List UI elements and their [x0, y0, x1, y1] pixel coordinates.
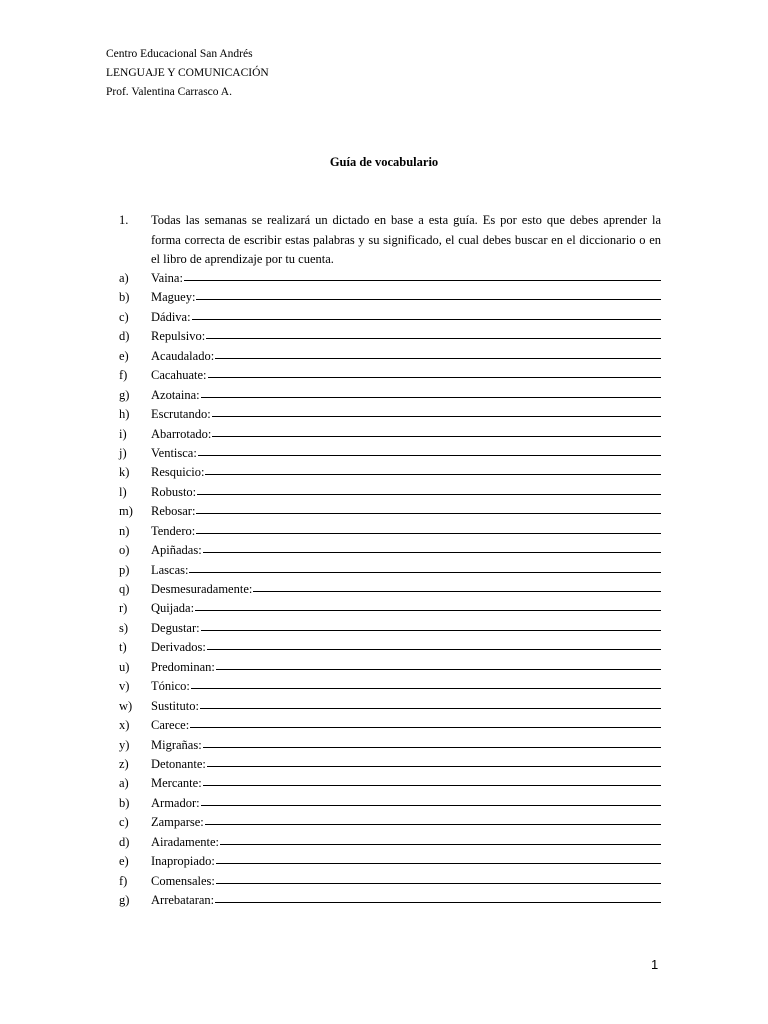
list-item	[119, 755, 661, 774]
list-item	[119, 697, 661, 716]
list-item	[119, 405, 661, 424]
answer-line[interactable]	[196, 533, 661, 534]
answer-line[interactable]	[189, 572, 661, 573]
item-word: Airadamente:	[151, 834, 220, 849]
list-item	[119, 425, 661, 444]
item-word: Comensales:	[151, 873, 215, 888]
list-item	[119, 813, 661, 832]
list-item	[119, 522, 661, 541]
item-letter: x)	[119, 718, 130, 733]
item-letter: t)	[119, 640, 127, 655]
item-letter: j)	[119, 445, 127, 460]
item-word: Ventisca:	[151, 445, 197, 460]
item-letter: u)	[119, 659, 130, 674]
list-item	[119, 386, 661, 405]
list-item	[119, 580, 661, 599]
item-word: Lascas:	[151, 562, 189, 577]
item-letter: g)	[119, 893, 130, 907]
answer-line[interactable]	[201, 397, 661, 398]
item-letter: n)	[119, 523, 130, 538]
list-item	[119, 463, 661, 482]
list-item	[119, 619, 661, 638]
item-word: Migrañas:	[151, 737, 202, 752]
answer-line[interactable]	[191, 688, 661, 689]
item-word: Cacahuate:	[151, 368, 207, 383]
item-word: Escrutando:	[151, 407, 211, 422]
item-word: Repulsivo:	[151, 329, 206, 344]
item-word: Detonante:	[151, 756, 206, 771]
answer-line[interactable]	[216, 863, 661, 864]
item-word: Carece:	[151, 718, 190, 733]
item-letter: a)	[119, 271, 129, 285]
answer-line[interactable]	[203, 785, 661, 786]
item-letter: a)	[119, 776, 129, 791]
answer-line[interactable]	[215, 358, 661, 359]
subject-name: LENGUAJE Y COMUNICACIÓN	[106, 67, 269, 79]
answer-line[interactable]	[196, 299, 661, 300]
item-word: Dádiva:	[151, 309, 191, 324]
item-word: Tónico:	[151, 679, 190, 694]
list-item	[119, 852, 661, 871]
item-letter: q)	[119, 582, 130, 596]
answer-line[interactable]	[201, 630, 661, 631]
school-name: Centro Educacional San Andrés	[106, 48, 253, 60]
answer-line[interactable]	[216, 669, 661, 670]
item-letter: o)	[119, 543, 130, 558]
list-item	[119, 891, 661, 910]
answer-line[interactable]	[195, 610, 661, 611]
item-word: Degustar:	[151, 620, 200, 635]
list-item	[119, 774, 661, 793]
answer-line[interactable]	[212, 436, 661, 437]
item-word: Zamparse:	[151, 815, 204, 830]
item-letter: z)	[119, 756, 129, 771]
item-letter: b)	[119, 290, 130, 305]
page-title: Guía de vocabulario	[329, 155, 439, 169]
list-item	[119, 308, 661, 327]
answer-line[interactable]	[205, 824, 661, 825]
list-item	[119, 561, 661, 580]
item-letter: k)	[119, 465, 130, 480]
list-item	[119, 327, 661, 346]
item-word: Quijada:	[151, 601, 195, 616]
list-item	[119, 833, 661, 852]
item-letter: v)	[119, 679, 130, 694]
item-word: Acaudalado:	[151, 348, 215, 363]
answer-line[interactable]	[200, 708, 661, 709]
list-item	[119, 638, 661, 657]
item-word: Derivados:	[151, 640, 206, 655]
answer-line[interactable]	[201, 805, 661, 806]
answer-line[interactable]	[190, 727, 661, 728]
instruction-text: Todas las semanas se realizará un dictado en base a esta guía. Es por esto que debes aprender la forma correcta de escribir estas palabras y su significado, el cual debes buscar en el diccionario o en el libro de aprendizaje por tu cuenta.	[151, 213, 661, 266]
teacher-name: Prof. Valentina Carrasco A.	[106, 86, 232, 98]
item-letter: s)	[119, 620, 129, 635]
list-item	[119, 794, 661, 813]
item-word: Abarrotado:	[151, 426, 212, 441]
item-letter: c)	[119, 309, 129, 324]
list-item	[119, 269, 661, 288]
answer-line[interactable]	[198, 455, 661, 456]
list-item	[119, 502, 661, 521]
answer-line[interactable]	[192, 319, 661, 320]
answer-line[interactable]	[184, 280, 661, 281]
item-word: Tendero:	[151, 523, 196, 538]
item-letter: d)	[119, 834, 130, 849]
item-letter: p)	[119, 562, 130, 577]
item-letter: d)	[119, 329, 130, 344]
list-item	[119, 599, 661, 618]
list-item	[119, 483, 661, 502]
list-item	[119, 658, 661, 677]
item-letter: h)	[119, 407, 130, 422]
list-item	[119, 872, 661, 891]
answer-line[interactable]	[220, 844, 661, 845]
list-item	[119, 366, 661, 385]
item-letter: f)	[119, 873, 128, 888]
page-number: 1	[651, 957, 659, 972]
answer-line[interactable]	[207, 649, 661, 650]
answer-line[interactable]	[203, 747, 661, 748]
intro-instruction	[119, 211, 661, 270]
item-letter: b)	[119, 795, 130, 810]
item-word: Sustituto:	[151, 698, 199, 713]
document-header	[106, 45, 269, 102]
list-item	[119, 736, 661, 755]
item-word: Desmesuradamente:	[151, 582, 253, 596]
item-letter: e)	[119, 854, 129, 869]
item-word: Arrebataran:	[151, 893, 215, 907]
answer-line[interactable]	[208, 377, 661, 378]
answer-line[interactable]	[205, 474, 661, 475]
list-item	[119, 677, 661, 696]
item-word: Predominan:	[151, 659, 215, 674]
answer-line[interactable]	[207, 766, 661, 767]
instruction-number: 1.	[119, 213, 129, 227]
item-word: Resquicio:	[151, 465, 205, 480]
answer-line[interactable]	[197, 494, 661, 495]
answer-line[interactable]	[215, 902, 661, 903]
item-letter: w)	[119, 698, 133, 713]
list-item	[119, 288, 661, 307]
item-word: Rebosar:	[151, 504, 196, 519]
list-item	[119, 347, 661, 366]
answer-line[interactable]	[206, 338, 661, 339]
item-letter: c)	[119, 815, 129, 830]
list-item	[119, 716, 661, 735]
item-letter: e)	[119, 348, 129, 363]
answer-line[interactable]	[216, 883, 661, 884]
item-letter: r)	[119, 601, 128, 616]
item-word: Mercante:	[151, 776, 202, 791]
answer-line[interactable]	[212, 416, 661, 417]
list-item	[119, 444, 661, 463]
item-word: Azotaina:	[151, 387, 200, 402]
list-item	[119, 541, 661, 560]
item-word: Maguey:	[151, 290, 196, 305]
item-word: Inapropiado:	[151, 854, 215, 869]
item-letter: i)	[119, 426, 127, 441]
item-letter: f)	[119, 368, 128, 383]
answer-line[interactable]	[253, 591, 661, 592]
item-letter: y)	[119, 737, 130, 752]
item-letter: g)	[119, 387, 130, 402]
item-word: Apiñadas:	[151, 543, 202, 558]
vocabulary-list	[119, 269, 661, 910]
answer-line[interactable]	[203, 552, 661, 553]
item-letter: l)	[119, 484, 127, 499]
item-word: Armador:	[151, 795, 200, 810]
answer-line[interactable]	[196, 513, 661, 514]
item-word: Vaina:	[151, 271, 183, 285]
item-word: Robusto:	[151, 484, 197, 499]
item-letter: m)	[119, 504, 133, 519]
